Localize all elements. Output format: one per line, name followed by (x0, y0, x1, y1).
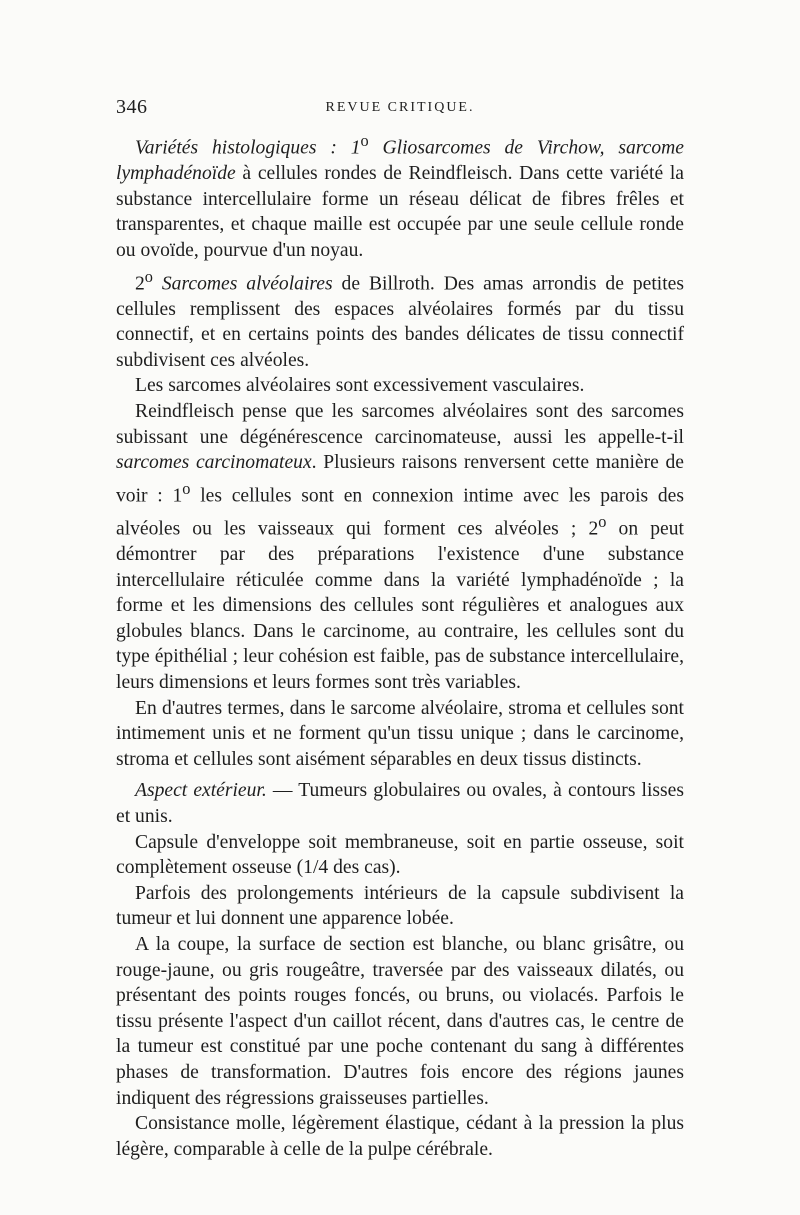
paragraph-consistency: Consistance molle, légèrement élastique, cédant à la pression la plus légère, comparable à celle de la pulpe cérébrale. (116, 1113, 684, 1160)
paragraph-other-terms: En d'autres termes, dans le sarcome alvéolaire, stroma et cellules sont intimement unis et ne forment qu'un tissu unique ; dans le carcinome, stroma et cellules sont aisément séparables en deux tissus distincts. (116, 697, 684, 770)
italic-term: Sarcomes alvéolaires (152, 273, 333, 295)
paragraph-section-surface: A la coupe, la surface de section est blanche, ou blanc grisâtre, ou rouge-jaune, ou gris rougeâtre, traversée par des vaisseaux dilatés, ou présentant des points rouges foncés, ou bruns, ou violacés. Parfois le tissu présente l'aspect d'un caillot récent, dans d'autres cas, le centre de la tumeur est constitué par une poche contenant du sang à différentes phases de transformation. D'autres fois encore des régions jaunes indiquent des régressions graisseuses partielles. (116, 933, 684, 1109)
paragraph-reindfleisch-opinion: Reindfleisch pense que les sarcomes alvéolaires sont des sarcomes subissant une dégénérescence carcinomateuse, aussi les appelle-t-il sarcomes carcinomateux. Plusieurs raisons renversent cette manière de voir : 1$^o$ les cellules sont en connexion intime avec les parois des alvéoles ou les vaisseaux qui forment ces alvéoles ; 2$^o$ on peut démontrer par des préparations l'existence d'une substance intercellulaire réticulée comme dans la variété lymphadénoïde ; la forme et les dimensions des cellules sont régulières et analogues aux globules blancs. Dans le carcinome, au contraire, les cellules sont du type épithélial ; leur cohésion est faible, pas de substance intercellulaire, leurs dimensions et leurs formes sont très variables. (116, 401, 684, 693)
paragraph-external-aspect: Aspect extérieur. — Tumeurs globulaires ou ovales, à contours lisses et unis. (116, 780, 684, 827)
section-heading: Variétés histologiques : 1 (135, 137, 361, 159)
paragraph-alveolar-sarcomas: 2$^o$ Sarcomes alvéolaires de Billroth. Des amas arrondis de petites cellules remplissent des espaces alvéolaires formés par du tissu connectif, et en certains points des bandes délicates de tissu connectif subdivisent ces alvéoles. (116, 266, 684, 371)
paragraph-vascularity: Les sarcomes alvéolaires sont excessivement vasculaires. (135, 375, 585, 397)
page-header (116, 96, 684, 122)
italic-term: Gliosarcomes de Virchow, sarcome lymphadénoïde (116, 137, 684, 185)
page-number: 346 (116, 96, 148, 118)
section-heading: Aspect extérieur. (135, 780, 267, 802)
italic-term: sarcomes carcinomateux (116, 452, 312, 474)
body-text (116, 128, 684, 1162)
paragraph-histological-varieties: Variétés histologiques : 1$^o$ Gliosarcomes de Virchow, sarcome lymphadénoïde à cellules rondes de Reindfleisch. Dans cette variété la substance intercellulaire forme un réseau délicat de fibres frêles et transparentes, et chaque maille est occupée par une seule cellule ronde ou ovoïde, pourvue d'un noyau. (116, 131, 684, 261)
running-title: REVUE CRITIQUE. (325, 100, 475, 115)
paragraph-prolongations: Parfois des prolongements intérieurs de la capsule subdivisent la tumeur et lui donnent une apparence lobée. (116, 882, 684, 930)
paragraph-capsule: Capsule d'enveloppe soit membraneuse, soit en partie osseuse, soit complètement osseuse (1/4 des cas). (116, 831, 684, 879)
